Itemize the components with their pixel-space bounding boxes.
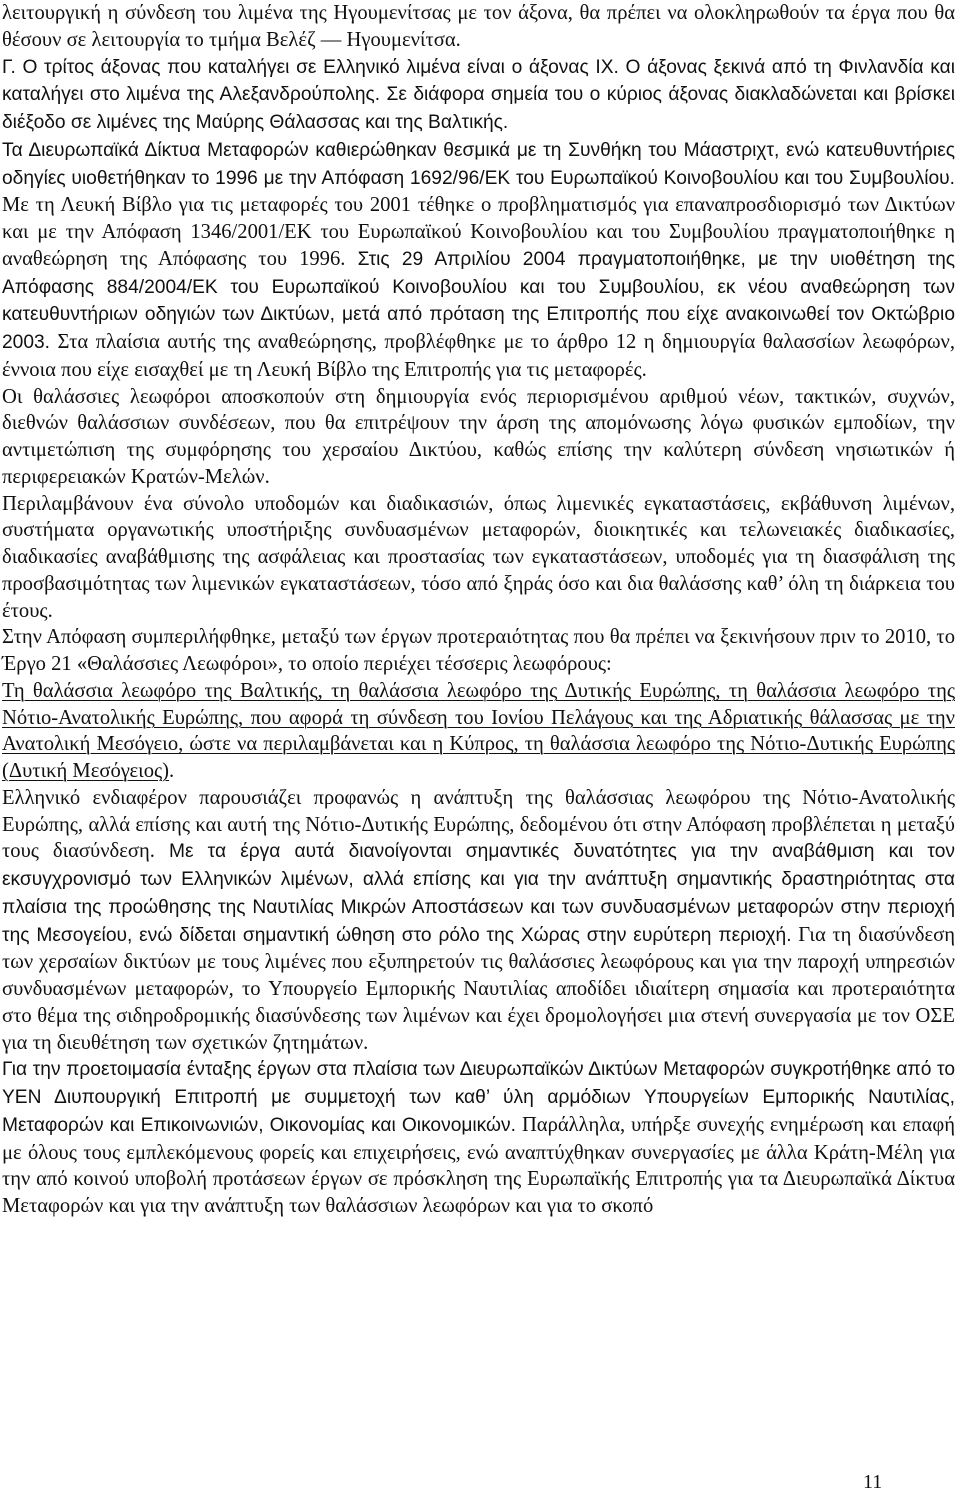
paragraph-greek-interest — [2, 785, 955, 1057]
paragraph-sea-motorways-purpose — [2, 384, 955, 491]
text-run: Οι θαλάσσιες λεωφόροι αποσκοπούν στη δημιουργία ενός περιορισμένου αριθμού νέων, τακτικών, συχνών, διεθνών θαλάσσιων συνδέσεων, που θα επιτρέψουν την άρση της απομόνωσης λόγω φυσικών εμποδίων, την αντιμετώπιση της συμφόρησης του χερσαίου Δικτύου, καθώς επίσης την καλύτερη σύνδεση νησιωτικών ή περιφερειακών Κρατών-Μελών. — [2, 385, 955, 488]
text-run: Ελληνικό ενδιαφέρον παρουσιάζει προφανώς η ανάπτυξη της θαλάσσιας λεωφόρου της Νότιο-Ανατολικής Ευρώπης, αλλά επίσης και αυτή της Νότιο-Δυτικής Ευρώπης, δεδομένου ότι στην Απόφαση προβλέπεται η μεταξύ τους διασύνδεση. — [2, 786, 955, 863]
text-run: Για την προετοιμασία ένταξης έργων στα πλαίσια των Διευρωπαϊκών Δικτύων Μεταφορών συγκροτήθηκε από το ΥΕΝ Διυπουργική Επιτροπή με συμμετοχή των καθ’ ύλη αρμόδιων Υπουργείων Εμπορικής Ναυτιλίας, Μεταφορών και Επικοινωνιών, Οικονομίας και Οικονομικών. — [2, 1059, 955, 1136]
paragraph-axis-ix — [2, 54, 955, 137]
page-number: 11 — [863, 1471, 883, 1493]
text-run: Στις 29 Απριλίου 2004 πραγματοποιήθηκε, με την υιοθέτηση της Απόφασης 884/2004/ΕΚ του Ευρωπαϊκού Κοινοβουλίου και του Συμβουλίου, εκ νέου αναθεώρηση των κατευθυντήριων οδηγιών των Δικτύων, μετά από πρόταση της Επιτροπής που είχε ανακοινωθεί τον Οκτώβριο 2003. — [2, 248, 955, 353]
paragraph-axis-continuation — [2, 0, 955, 54]
paragraph-four-motorways — [2, 678, 955, 785]
text-run: Με τη Λευκή Βίβλο για τις μεταφορές του 2001 τέθηκε ο προβληματισμός για επαναπροσδιορισμό των Δικτύων και με την Απόφαση 1346/2001/ΕΚ του Ευρωπαϊκού Κοινοβουλίου και του Συμβουλίου πραγματοποιήθηκε η αναθεώρηση της Απόφασης του 1996. — [2, 194, 955, 270]
text-run: Γ. Ο τρίτος άξονας που καταλήγει σε Ελληνικό λιμένα είναι ο άξονας ΙΧ. Ο άξονας ξεκινά από τη Φινλανδία και καταλήγει στο λιμένα της Αλεξανδρούπολης. Σε διάφορα σημεία του ο κύριος άξονας διακλαδώνεται και βρίσκει διέξοδο σε λιμένες της Μαύρης Θάλασσας και της Βαλτικής. — [2, 56, 955, 133]
paragraph-priority-projects — [2, 624, 955, 678]
text-run: . — [169, 760, 175, 782]
text-run: Περιλαμβάνουν ένα σύνολο υποδομών και διαδικασιών, όπως λιμενικές εγκαταστάσεις, εκβάθυνση λιμένων, συστήματα οργανωτικής υποστήριξης συνδυασμένων μεταφορών, διοικητικές και τελωνειακές διαδικασίες, διαδικασίες αναβάθμισης της ασφάλειας και προστασίας των εγκαταστάσεων, υποδομές για τη διασφάλιση της προσβασιμότητας των λιμενικών εγκαταστάσεων, τόσο από ξηράς όσο και δια θαλάσσης καθ’ όλη τη διάρκεια του έτους. — [2, 492, 955, 622]
text-run: Στα πλαίσια αυτής της αναθεώρησης, προβλέφθηκε με το άρθρο 12 η δημιουργία θαλασσίων λεωφόρων, έννοια που είχε εισαχθεί με τη Λευκή Βίβλο της Επιτροπής για τις μεταφορές. — [2, 331, 955, 381]
paragraph-infrastructure — [2, 491, 955, 625]
text-run: Για τη διασύνδεση των χερσαίων δικτύων με τους λιμένες που εξυπηρετούν τις θαλάσσιες λεωφόρους και για την παροχή υπηρεσιών συνδυασμένων μεταφορών, το Υπουργείο Εμπορικής Ναυτιλίας αποδίδει ιδιαίτερη σημασία και προτεραιότητα στο θέμα της σιδηροδρομικής διασύνδεσης των λιμένων και έχει δρομολογήσει μια στενή συνεργασία με τον ΟΣΕ για τη διευθέτηση των σχετικών ζητημάτων. — [2, 923, 955, 1054]
text-run: Παράλληλα, υπήρξε συνεχής ενημέρωση και επαφή με όλους τους εμπλεκόμενους φορείς και επιχειρήσεις, ενώ αναπτύχθηκαν συνεργασίες με άλλα Κράτη-Μέλη για την από κοινού υποβολή προτάσεων έργων σε πρόσκληση της Ευρωπαϊκής Επιτροπής για τα Διευρωπαϊκά Δίκτυα Μεταφορών και για την ανάπτυξη των θαλάσσιων λεωφόρων και για το σκοπό — [2, 1113, 956, 1217]
text-run: Τα Διευρωπαϊκά Δίκτυα Μεταφορών καθιερώθηκαν θεσμικά με τη Συνθήκη του Μάαστριχτ, ενώ κατευθυντήριες οδηγίες υιοθετήθηκαν το 1996 με την Απόφαση 1692/96/ΕΚ του Ευρωπαϊκού Κοινοβουλίου και του Συμβουλίου. — [2, 139, 955, 189]
document-page — [2, 0, 955, 1220]
paragraph-trans-european-networks — [2, 137, 955, 384]
paragraph-interministerial-committee — [2, 1056, 955, 1220]
text-run: Στην Απόφαση συμπεριλήφθηκε, μεταξύ των έργων προτεραιότητας που θα πρέπει να ξεκινήσουν πριν το 2010, το Έργο 21 «Θαλάσσιες Λεωφόροι», το οποίο περιέχει τέσσερις λεωφόρους: — [2, 626, 955, 675]
text-run: λειτουργική η σύνδεση του λιμένα της Ηγουμενίτσας με τον άξονα, θα πρέπει να ολοκληρωθούν τα έργα που θα θέσουν σε λειτουργία το τμήμα Βελέζ — Ηγουμενίτσα. — [2, 2, 955, 51]
text-run: Με τα έργα αυτά διανοίγονται σημαντικές δυνατότητες για την αναβάθμιση και τον εκσυγχρονισμό των Ελληνικών λιμένων, αλλά επίσης και για την ανάπτυξη σημαντικής δραστηριότητας στα πλαίσια της προώθησης της Ναυτιλίας Μικρών Αποστάσεων και των συνδυασμένων μεταφορών στην περιοχή της Μεσογείου, ενώ δίδεται σημαντική ώθηση στο ρόλο της Χώρας στην ευρύτερη περιοχή. — [2, 841, 956, 946]
underlined-motorways-list: Τη θαλάσσια λεωφόρο της Βαλτικής, τη θαλάσσια λεωφόρο της Δυτικής Ευρώπης, τη θαλάσσια λεωφόρο της Νότιο-Ανατολικής Ευρώπης, που αφορά τη σύνδεση του Ιονίου Πελάγους και της Αδριατικής θάλασσας με την Ανατολική Μεσόγειο, ώστε να περιλαμβάνεται και η Κύπρος, τη θαλάσσια λεωφόρο της Νότιο-Δυτικής Ευρώπης (Δυτική Μεσόγειος) — [2, 679, 955, 782]
